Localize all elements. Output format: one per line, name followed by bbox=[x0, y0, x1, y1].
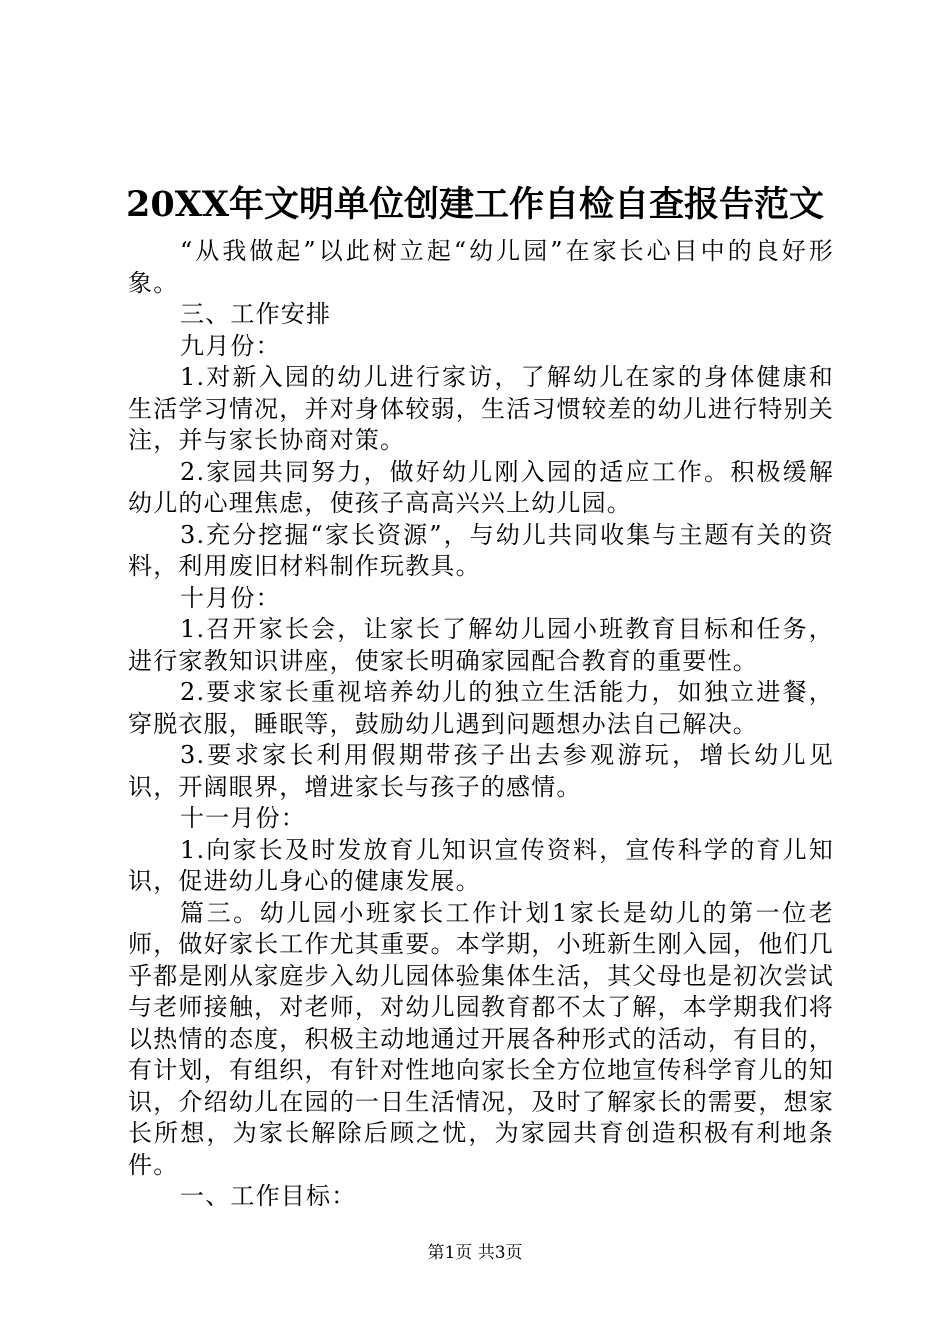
page-footer: 第1页 共3页 bbox=[427, 1243, 523, 1263]
list-item: 1.对新入园的幼儿进行家访，了解幼儿在家的身体健康和生活学习情况，并对身体较弱，生活习惯较差的幼儿进行特别关注，并与家长协商对策。 bbox=[128, 363, 834, 454]
list-item: 2.要求家长重视培养幼儿的独立生活能力，如独立进餐，穿脱衣服，睡眠等，鼓励幼儿遇到问题想办法自己解决。 bbox=[128, 678, 834, 738]
month-heading: 十月份： bbox=[180, 583, 281, 612]
paragraph: 篇三。幼儿园小班家长工作计划1家长是幼儿的第一位老师，做好家长工作尤其重要。本学期，小班新生刚入园，他们几乎都是刚从家庭步入幼儿园体验集体生活，其父母也是初次尝试与老师接触，对老师，对幼儿园教育都不太了解，本学期我们将以热情的态度，积极主动地通过开展各种形式的活动，有目的，有计划，有组织，有针对性地向家长全方位地宣传科学育儿的知识，介绍幼儿在园的一日生活情况，及时了解家长的需要，想家长所想，为家长解除后顾之忧，为家园共育创造积极有利地条件。 bbox=[128, 898, 834, 1179]
month-heading: 十一月份： bbox=[180, 804, 306, 832]
document-body bbox=[128, 236, 834, 1213]
section-heading: 三、工作安排 bbox=[180, 300, 332, 328]
list-item: 2.家园共同努力，做好幼儿刚入园的适应工作。积极缓解幼儿的心理焦虑，使孩子高高兴兴上幼儿园。 bbox=[128, 457, 834, 517]
month-heading: 九月份： bbox=[180, 331, 281, 360]
list-item: 3.要求家长利用假期带孩子出去参观游玩，增长幼儿见识，开阔眼界，增进家长与孩子的感情。 bbox=[128, 741, 834, 801]
section-heading: 一、工作目标： bbox=[180, 1182, 357, 1210]
list-item: 1.向家长及时发放育儿知识宣传资料，宣传科学的育儿知识，促进幼儿身心的健康发展。 bbox=[128, 835, 834, 895]
paragraph: “从我做起”以此树立起“幼儿园”在家长心目中的良好形象。 bbox=[128, 237, 834, 297]
list-item: 3.充分挖掘“家长资源”，与幼儿共同收集与主题有关的资料，利用废旧材料制作玩教具。 bbox=[128, 520, 834, 580]
list-item: 1.召开家长会，让家长了解幼儿园小班教育目标和任务，进行家教知识讲座，使家长明确家园配合教育的重要性。 bbox=[128, 615, 834, 675]
document-title: 20XX年文明单位创建工作自检自查报告范文 bbox=[125, 184, 825, 225]
